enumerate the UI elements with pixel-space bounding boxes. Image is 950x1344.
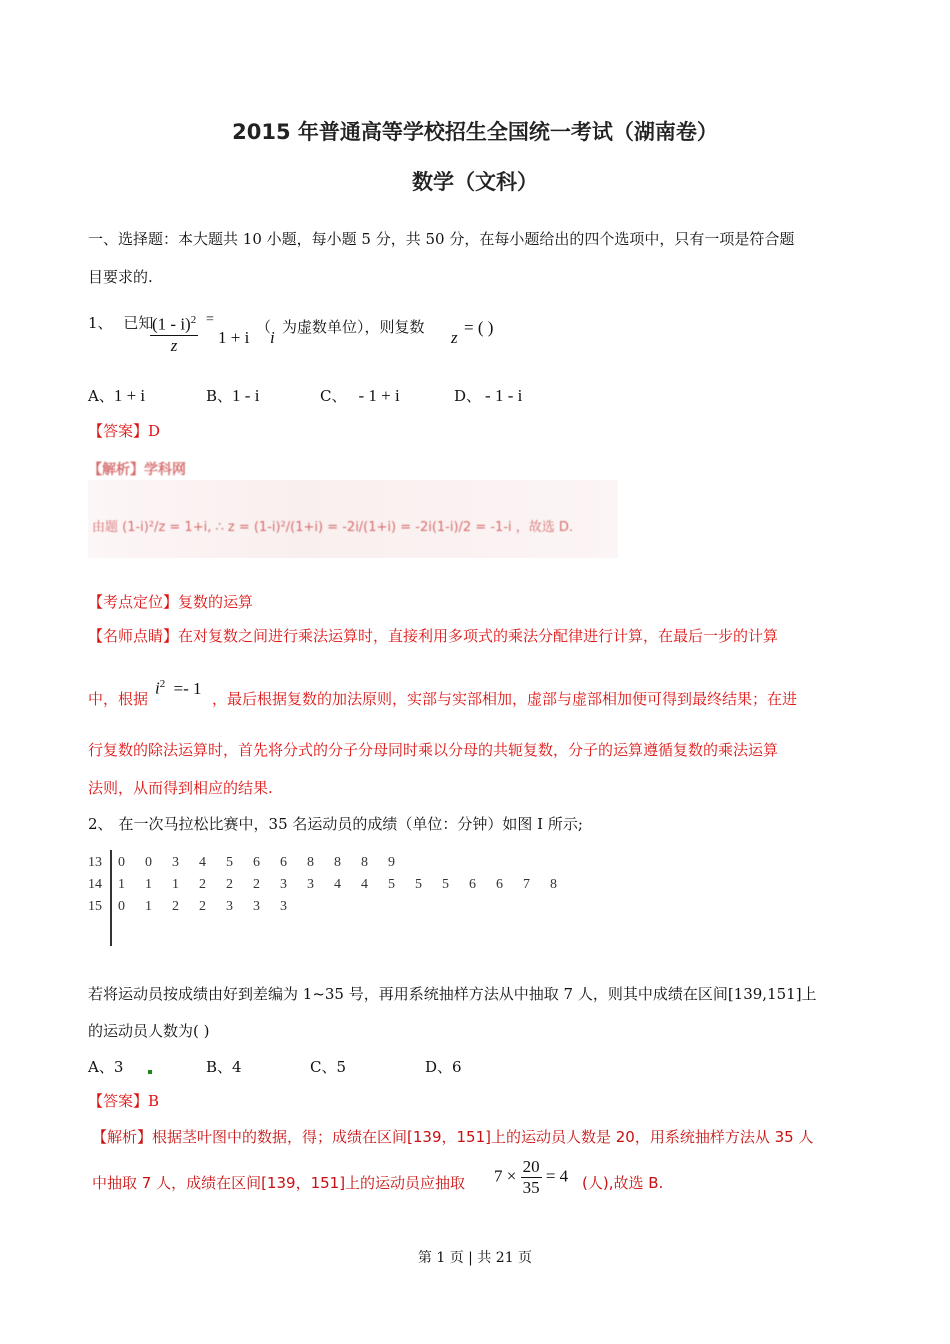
q2-stem: 2、 在一次马拉松比赛中，35 名运动员的成绩（单位：分钟）如图 I 所示; xyxy=(88,815,583,833)
q2-analysis-line2-pre: 中抽取 7 人，成绩在区间[139，151]上的运动员应抽取 xyxy=(92,1174,466,1192)
leaf-value: 2 xyxy=(199,899,206,914)
q1-mingshi-line4: 法则，从而得到相应的结果. xyxy=(88,779,273,797)
q2-analysis-expression: 7 × $\frac{20}{35}$ = 4 xyxy=(494,1157,569,1197)
page-title: 2015 年普通高等学校招生全国统一考试（湖南卷） xyxy=(232,120,718,144)
q1-frac-denominator: z xyxy=(170,335,178,355)
leaf-value: 1 xyxy=(172,877,179,892)
leaf-value: 5 xyxy=(442,877,449,892)
section-heading-line1: 一、选择题：本大题共 10 小题，每小题 5 分，共 50 分，在每小题给出的四个选项中，只有一项是符合题 xyxy=(88,230,795,248)
leaf-value: 5 xyxy=(388,877,395,892)
stem-leaf-divider xyxy=(110,850,112,946)
q1-option-c: C、 - 1 + i xyxy=(320,386,400,405)
page-subtitle: 数学（文科） xyxy=(412,170,538,194)
stem-leaf-row xyxy=(88,896,577,918)
leaf-value: 0 xyxy=(118,899,125,914)
leaf-value: 5 xyxy=(226,855,233,870)
q2-answer: 【答案】B xyxy=(88,1092,160,1110)
leaf-value: 1 xyxy=(145,877,152,892)
leaf-value: 2 xyxy=(172,899,179,914)
leaf-value: 8 xyxy=(550,877,557,892)
q2-line1: 若将运动员按成绩由好到差编为 1~35 号，再用系统抽样方法从中抽取 7 人，则其中成绩在区间[139,151]上 xyxy=(88,985,817,1003)
q1-number: 1、 xyxy=(88,314,113,332)
q2-line2: 的运动员人数为( ) xyxy=(88,1022,210,1040)
q1-i-symbol: i xyxy=(270,328,275,347)
q1-option-d: D、 - 1 - i xyxy=(454,386,523,405)
stem-leaf-row xyxy=(88,852,577,874)
leaf-value: 0 xyxy=(145,855,152,870)
leaf-value: 6 xyxy=(253,855,260,870)
q1-option-a: A、1 + i xyxy=(88,386,146,405)
q1-mingshi-line3: 行复数的除法运算时，首先将分式的分子分母同时乘以分母的共轭复数，分子的运算遵循复数的乘法运算 xyxy=(88,741,779,759)
q1-paren-open: （ xyxy=(256,318,272,336)
q1-z-symbol: z xyxy=(451,328,458,347)
q1-note: 为虚数单位），则复数 xyxy=(282,318,425,336)
leaf-value: 2 xyxy=(226,877,233,892)
leaf-value: 8 xyxy=(361,855,368,870)
green-dot xyxy=(148,1070,152,1074)
stem-value: 14 xyxy=(88,877,102,892)
leaf-value: 2 xyxy=(199,877,206,892)
q1-analysis-label: 【解析】学科网 xyxy=(88,462,186,478)
leaf-value: 4 xyxy=(334,877,341,892)
q1-mingshi-line2-pre: 中，根据 xyxy=(88,690,149,708)
q1-rhs: 1 + i xyxy=(218,328,250,347)
leaf-value: 3 xyxy=(280,877,287,892)
q1-fraction xyxy=(150,314,198,356)
q1-frac-numerator: (1 - i) xyxy=(152,314,191,334)
leaf-value: 6 xyxy=(469,877,476,892)
leaf-value: 7 xyxy=(523,877,530,892)
leaf-value: 9 xyxy=(388,855,395,870)
q1-prefix: 已知 xyxy=(123,314,154,332)
q1-mingshi-i2: $i^2 =- 1$ xyxy=(155,678,202,698)
stem-leaf-plot xyxy=(88,852,577,918)
q2-frac-denominator: 35 xyxy=(522,1178,540,1197)
q1-analysis-text: 由题 (1-i)²/z = 1+i, ∴ z = (1-i)²/(1+i) = -2i/(1+i) = -2i(1-i)/2 = -1-i ，故选 D. xyxy=(92,520,574,535)
q2-option-a: A、3 xyxy=(88,1058,124,1076)
leaf-value: 3 xyxy=(253,899,260,914)
q1-eq-paren: = ( ) xyxy=(464,318,494,337)
q1-equals: = xyxy=(206,312,214,327)
leaf-value: 0 xyxy=(118,855,125,870)
section-heading-line2: 目要求的. xyxy=(88,268,153,286)
leaf-value: 4 xyxy=(361,877,368,892)
q2-option-d: D、6 xyxy=(425,1058,462,1076)
leaf-value: 5 xyxy=(415,877,422,892)
leaf-value: 3 xyxy=(280,899,287,914)
q2-option-c: C、5 xyxy=(310,1058,347,1076)
q1-answer: 【答案】D xyxy=(88,422,161,440)
page-footer: 第 1 页 | 共 21 页 xyxy=(417,1250,533,1266)
leaf-value: 8 xyxy=(334,855,341,870)
stem-leaf-row xyxy=(88,874,577,896)
leaf-value: 1 xyxy=(145,899,152,914)
q1-frac-exponent: 2 xyxy=(190,314,197,326)
leaf-value: 3 xyxy=(307,877,314,892)
q2-analysis-line2-post: (人),故选 B. xyxy=(582,1174,664,1192)
q1-mingshi-line2-post: ，最后根据复数的加法原则，实部与实部相加，虚部与虚部相加便可得到最终结果；在进 xyxy=(212,690,798,708)
q1-option-b: B、1 - i xyxy=(206,386,260,405)
stem-leaf-table xyxy=(88,852,577,918)
q2-frac-numerator: 20 xyxy=(522,1157,540,1176)
stem-value: 13 xyxy=(88,855,102,870)
leaf-value: 2 xyxy=(253,877,260,892)
q1-kaodian: 【考点定位】复数的运算 xyxy=(88,593,254,611)
q2-analysis-line1: 【解析】根据茎叶图中的数据，得；成绩在区间[139，151]上的运动员人数是 20，用系统抽样方法从 35 人 xyxy=(92,1128,814,1146)
leaf-value: 3 xyxy=(226,899,233,914)
q1-stem xyxy=(88,314,153,332)
stem-value: 15 xyxy=(88,899,102,914)
q2-option-b: B、4 xyxy=(206,1058,242,1076)
leaf-value: 3 xyxy=(172,855,179,870)
leaf-value: 8 xyxy=(307,855,314,870)
leaf-value: 1 xyxy=(118,877,125,892)
leaf-value: 4 xyxy=(199,855,206,870)
q1-mingshi-line1: 【名师点睛】在对复数之间进行乘法运算时，直接利用多项式的乘法分配律进行计算，在最后一步的计算 xyxy=(88,627,779,645)
leaf-value: 6 xyxy=(280,855,287,870)
leaf-value: 6 xyxy=(496,877,503,892)
